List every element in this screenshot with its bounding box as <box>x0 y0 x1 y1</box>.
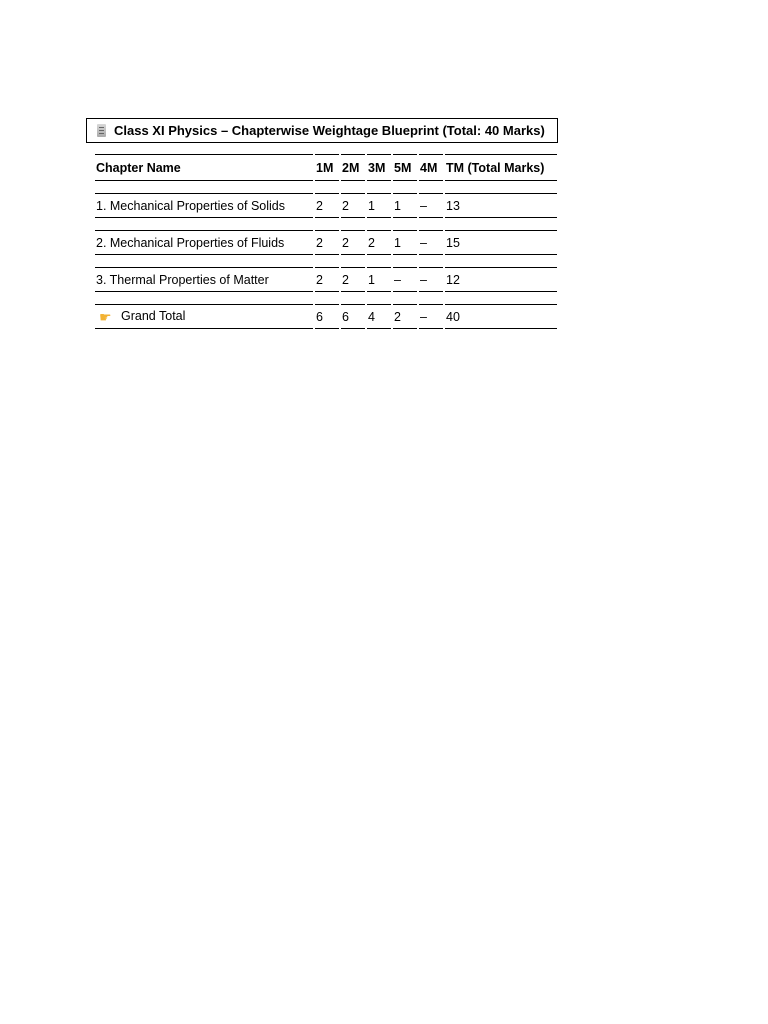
grand-total-label-cell <box>95 304 313 329</box>
header-3m: 3M <box>367 154 391 181</box>
header-2m: 2M <box>341 154 365 181</box>
header-total-marks: TM (Total Marks) <box>445 154 557 181</box>
pointing-hand-icon: ☛ <box>99 308 112 325</box>
marks-4m: – <box>419 267 443 292</box>
total-1m: 6 <box>315 304 339 329</box>
header-chapter-name: Chapter Name <box>95 154 313 181</box>
total-2m: 6 <box>341 304 365 329</box>
marks-3m: 1 <box>367 267 391 292</box>
header-5m: 5M <box>393 154 417 181</box>
table-header-row <box>95 154 557 181</box>
blueprint-title <box>86 118 558 143</box>
marks-3m: 1 <box>367 193 391 218</box>
header-1m: 1M <box>315 154 339 181</box>
grand-total-marks: 40 <box>445 304 557 329</box>
marks-2m: 2 <box>341 230 365 255</box>
marks-1m: 2 <box>315 230 339 255</box>
marks-5m: 1 <box>393 193 417 218</box>
total-5m: 2 <box>393 304 417 329</box>
total-marks: 15 <box>445 230 557 255</box>
table-row <box>95 267 557 292</box>
total-3m: 4 <box>367 304 391 329</box>
weightage-table <box>93 154 559 329</box>
chapter-name: 2. Mechanical Properties of Fluids <box>95 230 313 255</box>
total-marks: 13 <box>445 193 557 218</box>
header-4m: 4M <box>419 154 443 181</box>
grand-total-label: Grand Total <box>121 309 186 324</box>
table-row <box>95 193 557 218</box>
marks-5m: 1 <box>393 230 417 255</box>
grand-total-row <box>95 304 557 329</box>
chapter-name: 3. Thermal Properties of Matter <box>95 267 313 292</box>
marks-1m: 2 <box>315 193 339 218</box>
marks-4m: – <box>419 230 443 255</box>
table-row <box>95 230 557 255</box>
marks-5m: – <box>393 267 417 292</box>
scroll-icon <box>97 124 106 137</box>
marks-2m: 2 <box>341 193 365 218</box>
marks-3m: 2 <box>367 230 391 255</box>
marks-4m: – <box>419 193 443 218</box>
marks-1m: 2 <box>315 267 339 292</box>
chapter-name: 1. Mechanical Properties of Solids <box>95 193 313 218</box>
total-4m: – <box>419 304 443 329</box>
title-text: Class XI Physics – Chapterwise Weightage Blueprint (Total: 40 Marks) <box>114 123 545 138</box>
marks-2m: 2 <box>341 267 365 292</box>
total-marks: 12 <box>445 267 557 292</box>
